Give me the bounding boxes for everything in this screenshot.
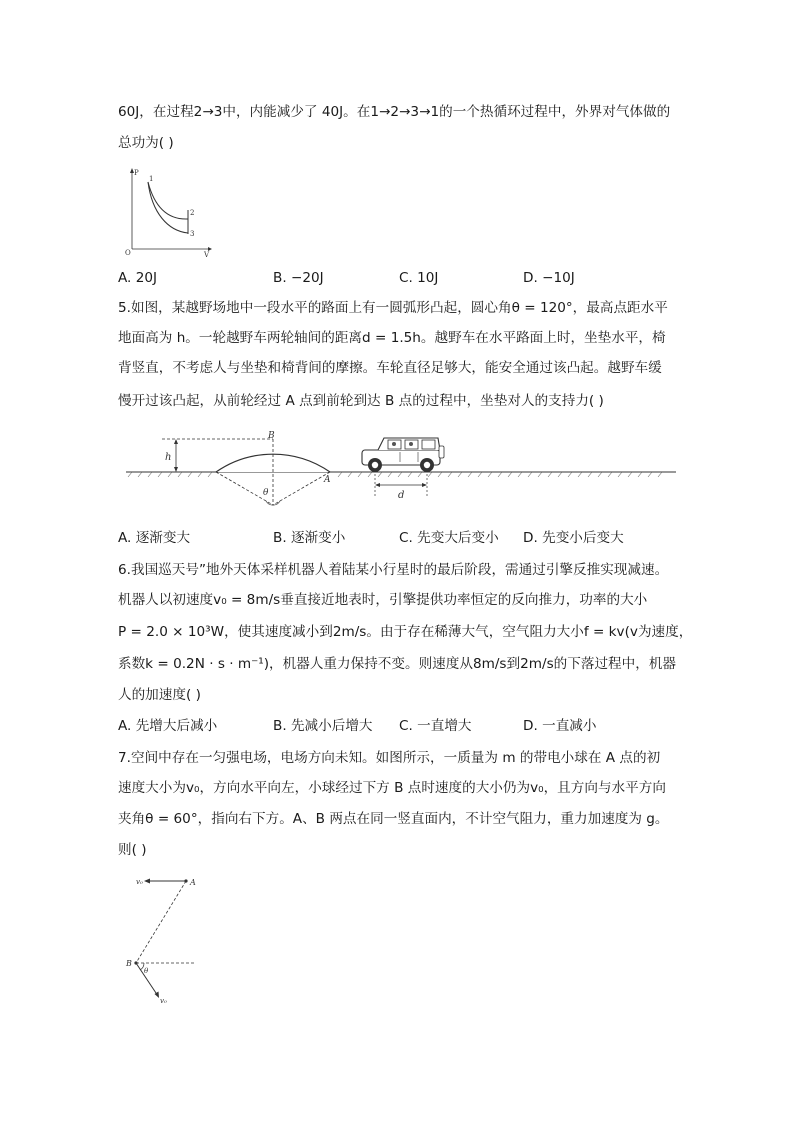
q6-option-b: B. 先减小后增大 [273,718,373,734]
q5-text-line-1: 5.如图，某越野场地中一段水平的路面上有一圆弧形凸起，圆心角θ = 120°，最高点距水平 [118,300,668,316]
q5-text-line-4: 慢开过该凸起，从前轮经过 A 点到前轮到达 B 点的过程中，坐垫对人的支持力( ) [118,393,604,409]
q6-text-line-2: 机器人以初速度v₀ = 8m/s垂直接近地表时，引擎提供功率恒定的反向推力，功率的大小 [118,592,648,608]
q6-text-line-5: 人的加速度( ) [118,687,201,703]
point-b-q7-label: B [126,959,132,968]
q6-text-line-4: 系数k = 0.2N · s · m⁻¹)，机器人重力保持不变。则速度从8m/s到2m/s的下落过程中，机器 [118,656,677,672]
height-h-label: h [165,452,172,463]
point-b-label: B [268,431,275,441]
point-a-label: A [324,475,331,485]
offroad-car-icon [362,438,444,472]
q5-option-a: A. 逐渐变大 [118,530,191,546]
q4-option-b: B. −20J [273,270,324,286]
arc-hump-figure [126,428,676,513]
q4-option-c: C. 10J [399,270,439,286]
q6-text-line-3: P = 2.0 × 10³W，使其速度减小到2m/s。由于存在稀薄大气，空气阻力大小f = kv(v为速度， [118,624,693,640]
q6-option-a: A. 先增大后减小 [118,718,218,734]
q4-text-line-1: 60J，在过程2→3中，内能减少了 40J。在1→2→3→1的一个热循环过程中，外界对气体做的 [118,104,671,120]
angle-theta-label: θ [263,488,269,498]
origin-label: O [125,249,131,257]
v0-bottom-label: v₀ [160,997,167,1005]
v0-top-label: v₀ [136,878,143,886]
q6-option-c: C. 一直增大 [399,718,472,734]
point-a-q7-label: A [190,878,196,887]
q5-option-c: C. 先变大后变小 [399,530,499,546]
q4-text-line-2: 总功为( ) [118,135,174,151]
angle-theta-q7-label: θ [144,967,149,975]
distance-d-label: d [398,490,405,501]
q7-text-line-3: 夹角θ = 60°，指向右下方。A、B 两点在同一竖直面内，不计空气阻力，重力加速度为 g。 [118,811,669,827]
q4-option-d: D. −10J [523,270,575,286]
point-2-label: 2 [190,209,195,217]
q5-option-d: D. 先变小后变大 [523,530,624,546]
q5-option-b: B. 逐渐变小 [273,530,346,546]
point-1-label: 1 [149,175,154,183]
q4-option-a: A. 20J [118,270,158,286]
q5-text-line-3: 背竖直，不考虑人与坐垫和椅背间的摩擦。车轮直径足够大，能安全通过该凸起。越野车缓 [118,360,662,376]
q7-text-line-1: 7.空间中存在一匀强电场，电场方向未知。如图所示，一质量为 m 的带电小球在 A 点的初 [118,750,661,766]
axis-p-label: P [134,169,139,177]
pv-diagram-figure [120,165,215,257]
axis-v-label: V [204,251,210,257]
projectile-field-figure [120,870,230,1010]
point-3-label: 3 [190,230,195,238]
q5-text-line-2: 地面高为 h。一轮越野车两轮轴间的距离d = 1.5h。越野车在水平路面上时，坐垫水平，椅 [118,330,666,346]
q7-text-line-2: 速度大小为v₀，方向水平向左，小球经过下方 B 点时速度的大小仍为v₀，且方向与水平方向 [118,780,666,796]
q6-text-line-1: 6.我国巡天号”地外天体采样机器人着陆某小行星时的最后阶段，需通过引擎反推实现减速。 [118,562,669,578]
q6-option-d: D. 一直减小 [523,718,597,734]
q7-text-line-4: 则( ) [118,842,147,858]
